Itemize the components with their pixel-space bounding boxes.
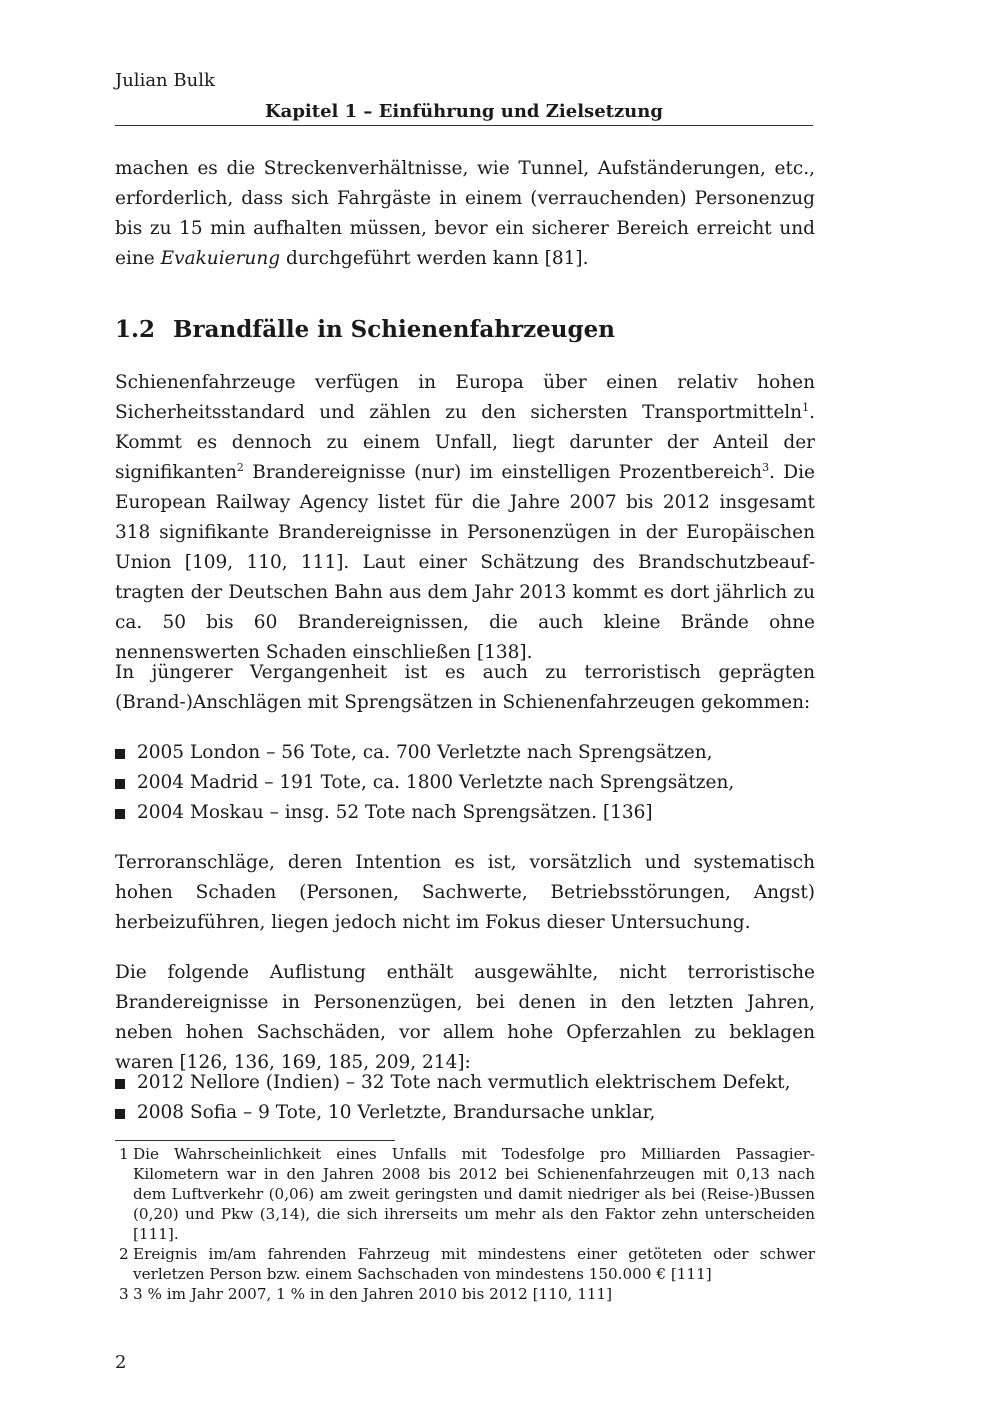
page-number: 2 [115,1352,127,1373]
running-header-chapter: Kapitel 1 – Einführung und Zielsetzung [115,101,813,126]
footnote-ref-2[interactable]: 2 [236,460,244,474]
running-header-author: Julian Bulk [115,70,215,91]
paragraph-terror-scope [115,848,815,938]
p4-text: Terroranschläge, deren Intention es ist, vorsätzlich und systematisch hohen Schaden (Personen, Sachwerte, Betriebsstörungen, Angst) herbeizuführen, liegen jedoch nicht im Fokus dieser Untersuchung. [115,852,815,933]
bullet-square-icon [115,779,125,789]
list-item-text: 2005 London – 56 Tote, ca. 700 Verletzte nach Sprengsätzen, [137,742,713,763]
footnote-text: Die Wahrscheinlichkeit eines Unfalls mit Todesfolge pro Milliarden Passagier-Kilometern war in den Jahren 2008 bis 2012 bei Schienenfahrzeugen mit 0,13 nach dem Luftverkehr (0,06) am zweit geringsten und damit niedriger als bei (Reise-)Bussen (0,20) und Pkw (3,14), die sich ihrerseits um mehr als den Faktor zehn unterscheiden [111]. [133,1145,815,1243]
list-item-text: 2008 Sofia – 9 Tote, 10 Verletzte, Brandursache unklar, [137,1102,656,1123]
paragraph-fire-list-intro [115,958,815,1078]
p5-text: Die folgende Auflistung enthält ausgewählte, nicht terroristische Brandereignisse in Personenzügen, bei denen in den letzten Jahren, neben hohen Sachschäden, vor allem hohe Opferzahlen zu beklagen waren [126, 136, 169, 185, 209, 214]: [115,962,815,1073]
p3-text: In jüngerer Vergangenheit ist es auch zu terroristisch geprägten (Brand-)Anschlägen mit Sprengsätzen in Schienenfahrzeugen gekommen: [115,662,815,713]
footnotes [115,1144,815,1304]
list-item [115,738,734,768]
p2-part1: Schienenfahrzeuge verfügen in Europa über einen relativ hohen Sicherheitsstandard und zählen zu den sichersten Transportmitteln [115,372,815,423]
bullet-square-icon [115,1109,125,1119]
bullet-square-icon [115,809,125,819]
footnote [115,1284,815,1304]
intro-paragraph [115,154,815,274]
list-item-text: 2004 Madrid – 191 Tote, ca. 1800 Verletzte nach Sprengsätzen, [137,772,735,793]
section-heading [115,316,615,343]
fire-incident-list [115,1068,790,1128]
intro-text-after: durchgeführt werden kann [81]. [280,248,589,269]
intro-emphasis: Evakuierung [160,248,281,269]
footnote [115,1244,815,1284]
paragraph-terror-intro [115,658,815,718]
intro-text-before: machen es die Streckenverhältnisse, wie Tunnel, Aufständerungen, etc., erforderlich, dass sich Fahrgäste in einem (verrauchenden) Personenzug bis zu 15 min aufhalten müssen, bevor ein sicherer Bereich erreicht und eine [115,158,815,269]
footnote-number: 2 [119,1245,129,1263]
p2-part4: . Die European Railway Agency listet für die Jahre 2007 bis 2012 insgesamt 318 signifikante Brandereignisse in Personenzügen in der Europäischen Union [109, 110, 111]. Laut einer Schätzung des Brandschutzbeauftragten der Deutschen Bahn aus dem Jahr 2013 kommt es dort jährlich zu ca. 50 bis 60 Brandereignissen, die auch kleine Brände ohne nennenswerten Schaden einschließen [138]. [115,462,815,663]
bullet-square-icon [115,1079,125,1089]
footnote-number: 3 [119,1285,129,1303]
list-item [115,768,734,798]
list-item-text: 2012 Nellore (Indien) – 32 Tote nach vermutlich elektrischem Defekt, [137,1072,791,1093]
list-item [115,798,734,828]
paragraph-fire-statistics [115,368,815,668]
p2-part3: Brandereignisse (nur) im einstelligen Prozentbereich [243,462,763,483]
list-item-text: 2004 Moskau – insg. 52 Tote nach Sprengsätzen. [136] [137,802,653,823]
footnote-text: Ereignis im/am fahrenden Fahrzeug mit mindestens einer getöteten oder schwer verletzen Person bzw. einem Sachschaden von mindestens 150.000 € [111] [133,1245,815,1283]
footnote-ref-3[interactable]: 3 [762,460,770,474]
footnote-text: 3 % im Jahr 2007, 1 % in den Jahren 2010 bis 2012 [110, 111] [133,1285,613,1303]
list-item [115,1068,790,1098]
footnote-number: 1 [119,1145,129,1163]
section-number: 1.2 [115,316,156,343]
footnote-divider [115,1140,395,1141]
bullet-square-icon [115,749,125,759]
list-item [115,1098,790,1128]
footnote-ref-1[interactable]: 1 [802,400,810,414]
footnote [115,1144,815,1244]
terror-attack-list [115,738,734,828]
section-title: Brandfälle in Schienenfahrzeugen [173,316,615,343]
p2-part2: . Kommt es dennoch zu einem Unfall, liegt darunter der Anteil der signifikanten [115,402,815,483]
